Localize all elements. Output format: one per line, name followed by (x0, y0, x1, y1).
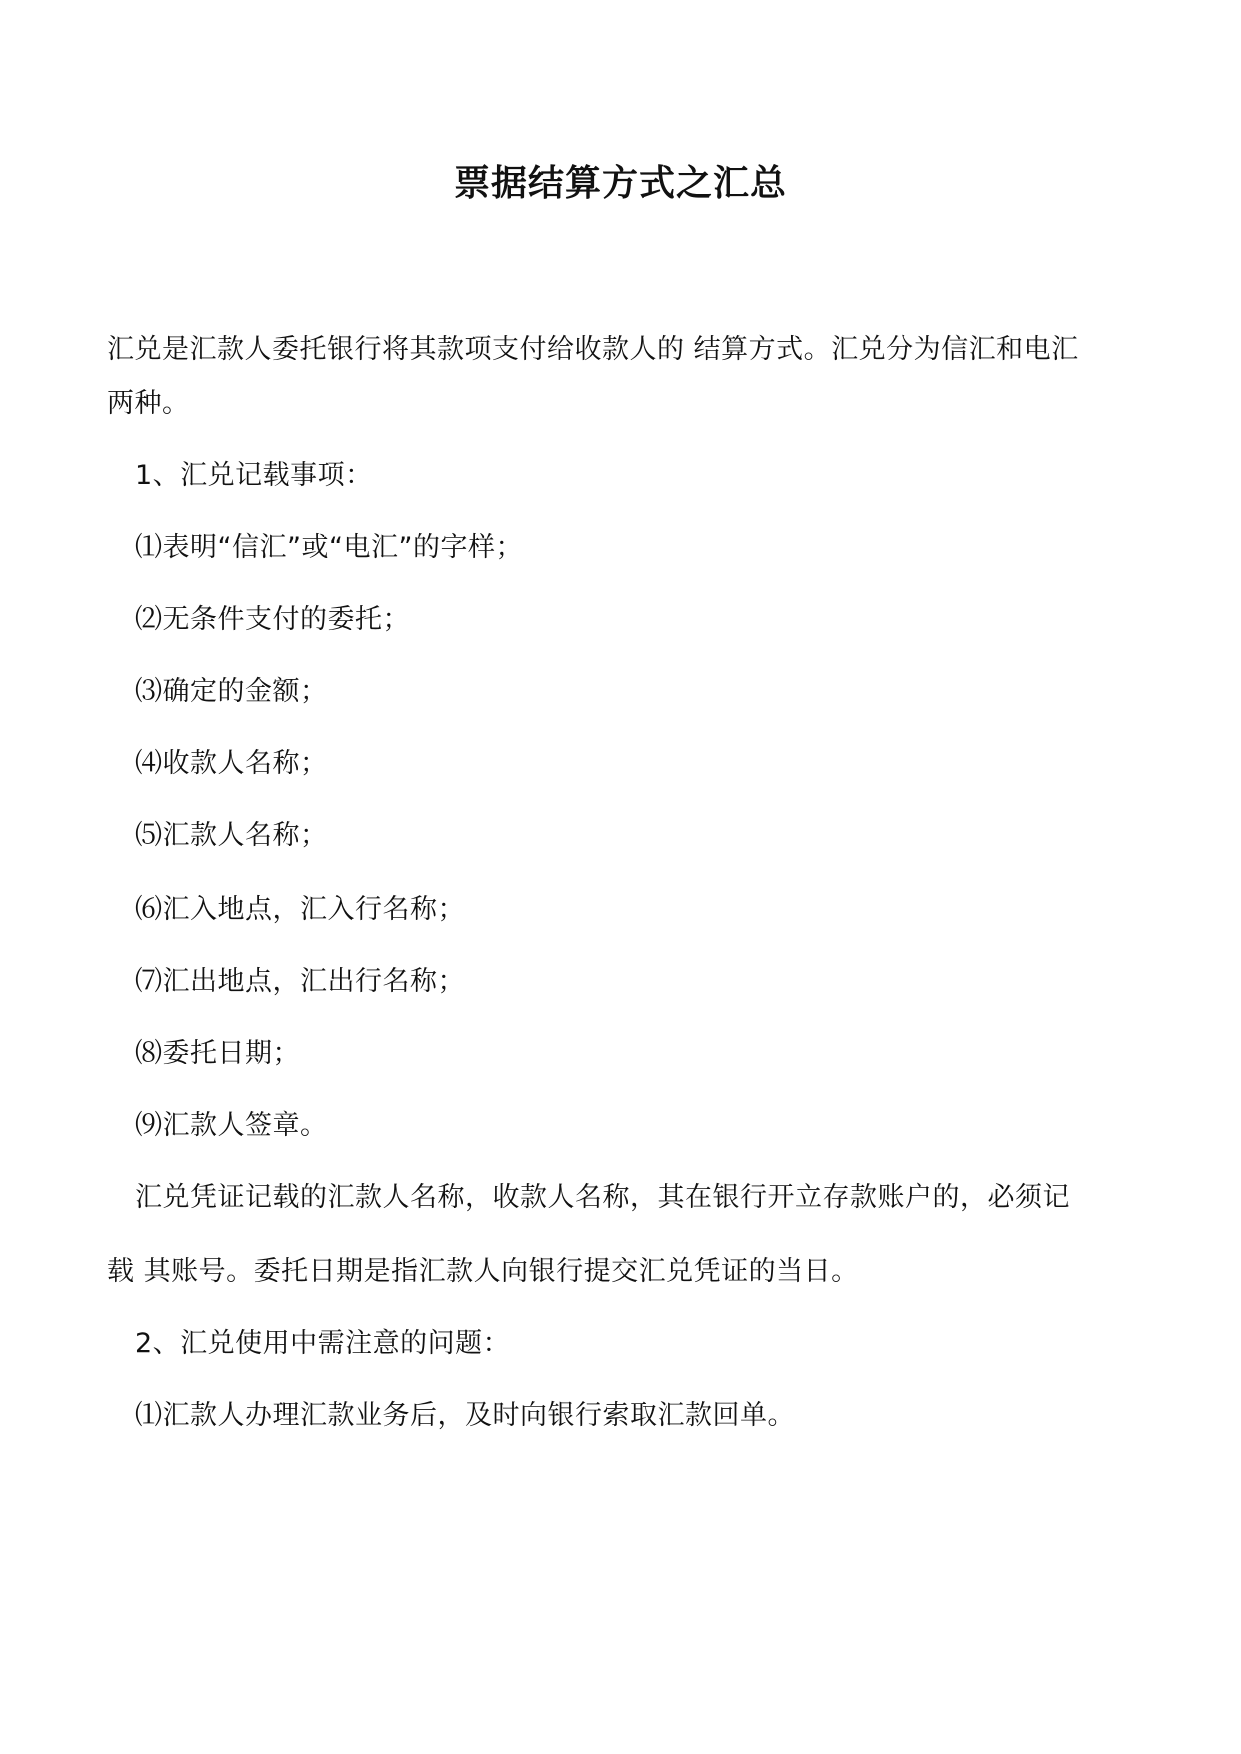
document-title: 票据结算方式之汇总 (453, 162, 787, 204)
list-item: ⑼汇款人签章。 (135, 1110, 328, 1141)
list-item: ⑻委托日期； (135, 1038, 300, 1069)
list-item: ⑴表明“信汇”或“电汇”的字样； (135, 532, 523, 563)
list-item: ⑷收款人名称； (135, 748, 328, 779)
intro-paragraph-line-1: 汇兑是汇款人委托银行将其款项支付给收款人的 结算方式。汇兑分为信汇和电汇 (107, 334, 1079, 365)
list-item: ⑺汇出地点，汇出行名称； (135, 966, 465, 997)
intro-paragraph-line-2: 两种。 (107, 388, 190, 419)
list-item: ⑴汇款人办理汇款业务后，及时向银行索取汇款回单。 (135, 1400, 795, 1431)
list-item: ⑹汇入地点，汇入行名称； (135, 894, 465, 925)
list-item: ⑸汇款人名称； (135, 820, 328, 851)
section-2-heading: 2、汇兑使用中需注意的问题： (135, 1328, 511, 1359)
list-item: ⑶确定的金额； (135, 676, 328, 707)
note-paragraph-line-1: 汇兑凭证记载的汇款人名称，收款人名称，其在银行开立存款账户的，必须记 (135, 1182, 1070, 1213)
note-paragraph-line-2: 载 其账号。委托日期是指汇款人向银行提交汇兑凭证的当日。 (107, 1256, 859, 1287)
list-item: ⑵无条件支付的委托； (135, 604, 410, 635)
section-1-heading: 1、汇兑记载事项： (135, 460, 373, 491)
